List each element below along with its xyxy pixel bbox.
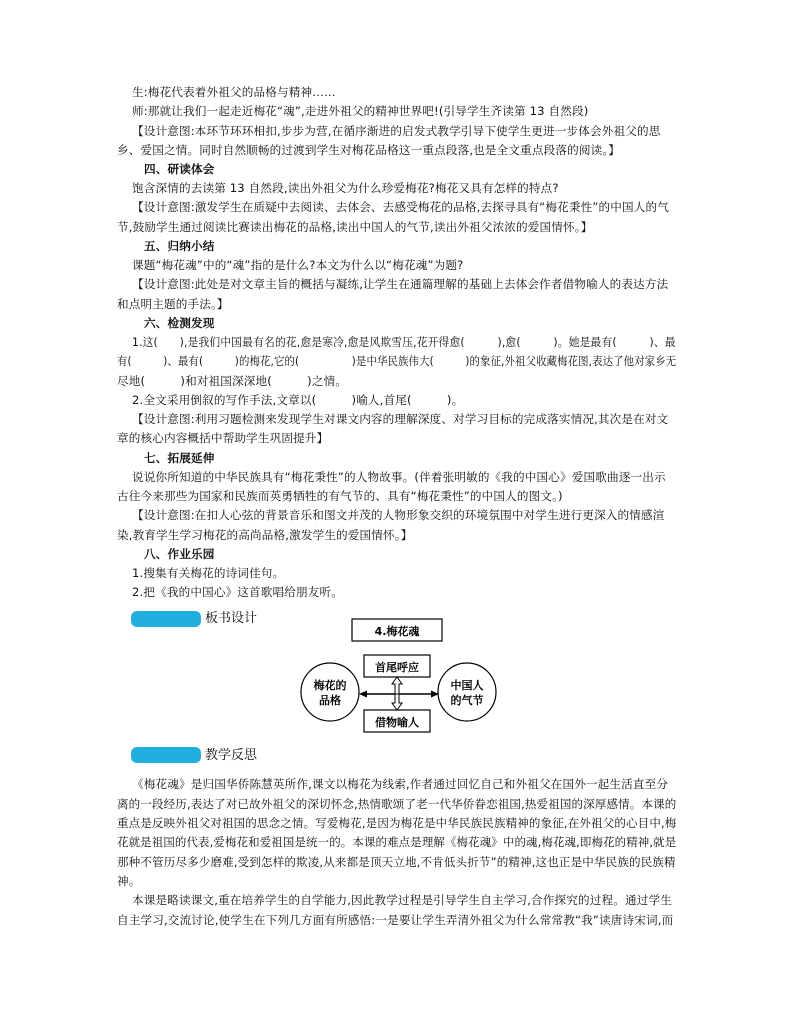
arrow-left-icon (359, 691, 367, 698)
reflection-line: 《梅花魂》是归国华侨陈慧英所作,课文以梅花为线索,作者通过回忆自己和外祖父在国外一起生活直至分 (132, 777, 669, 791)
text-line: 古往今来那些为国家和民族而英勇牺牲的有气节的、具有“梅花秉性”的中国人的图文。) (117, 489, 563, 503)
right-circle-label-1: 中国人 (450, 679, 484, 692)
design-intent-line: 【设计意图:利用习题检测来发现学生对课文内容的理解深度、对学习目标的完成落实情况,其次是在对文 (132, 412, 669, 426)
section-title-reflection: 教学反思 (205, 748, 258, 763)
arrow-up-icon (392, 677, 402, 694)
text-line: 饱含深情的去读第 13 自然段,读出外祖父为什么珍爱梅花?梅花又具有怎样的特点? (132, 181, 559, 195)
text-line: 说说你所知道的中华民族具有“梅花秉性”的人物故事。(伴着张明敏的《我的中国心》爱国歌曲逐一出示 (132, 470, 666, 484)
design-intent-line: 章的核心内容概括中帮助学生巩固提升】 (117, 431, 329, 445)
section-heading-4: 四、研读体会 (144, 162, 215, 176)
section-heading-5: 五、归纳小结 (144, 239, 215, 253)
design-intent-line: 【设计意图:此处是对文章主旨的概括与凝练,让学生在通篇理解的基础上去体会作者借物喻人的表达方法 (132, 277, 669, 291)
exercise-line: 有( )、最有( )的梅花,它的( )是中华民族伟大( )的象征,外祖父收藏梅花图,表达了他对家乡无 (117, 354, 677, 368)
design-intent-line: 乡、爱国之情。同时自然顺畅的过渡到学生对梅花品格这一重点段落,也是全文重点段落的阅读。】 (117, 143, 621, 157)
reflection-line: 重点是反映外祖父对祖国的思念之情。写爱梅花,是因为梅花是中华民族民族精神的象征,在外祖父的心目中,梅 (117, 816, 677, 830)
reflection-line: 神。 (117, 874, 141, 888)
section-tab-reflection (131, 747, 201, 763)
text-line: 师:那就让我们一起走近梅花“魂”,走进外祖父的精神世界吧!(引导学生齐读第 13 自然段) (132, 104, 589, 118)
text-line: 课题“梅花魂”中的“魂”指的是什么?本文为什么以“梅花魂”为题? (132, 258, 464, 272)
homework-item: 2.把《我的中国心》这首歌唱给朋友听。 (132, 585, 344, 599)
section-heading-7: 七、拓展延伸 (144, 451, 215, 465)
diagram-title: 4.梅花魂 (374, 625, 420, 638)
design-intent-line: 染,教育学生学习梅花的高尚品格,激发学生的爱国情怀。】 (117, 528, 413, 542)
reflection-line: 花就是祖国的代表,爱梅花和爱祖国是统一的。本课的难点是理解《梅花魂》中的魂,梅花魂,即梅花的精神,就是 (117, 835, 677, 849)
design-intent-line: 和点明主题的手法。】 (117, 297, 229, 311)
reflection-line: 本课是略读课文,重在培养学生的自学能力,因此教学过程是引导学生自主学习,合作探究的过程。通过学生 (132, 893, 672, 907)
left-circle-label-1: 梅花的 (313, 679, 347, 692)
arrow-down-icon (392, 694, 402, 710)
exercise-line: 尽地( )和对祖国深深地( )之情。 (117, 374, 348, 388)
diagram-right-circle (438, 663, 496, 721)
homework-item: 1.搜集有关梅花的诗词佳句。 (132, 566, 285, 580)
diagram-top-label: 首尾呼应 (375, 661, 419, 674)
right-circle-label-2: 的气节 (450, 694, 484, 707)
reflection-line: 离的一段经历,表达了对已故外祖父的深切怀念,热情歌颂了老一代华侨眷恋祖国,热爱祖国的深厚感情。本课的 (117, 797, 677, 811)
board-diagram (0, 614, 794, 754)
exercise-line: 1.这( ),是我们中国最有名的花,愈是寒冷,愈是风欺雪压,花开得愈( ),愈( )。她是最有( )、最 (132, 335, 676, 349)
section-heading-8: 八、作业乐园 (144, 547, 215, 561)
section-heading-6: 六、检测发现 (144, 316, 215, 330)
reflection-line: 那种不管历尽多少磨难,受到怎样的欺凌,从来都是顶天立地,不肯低头折节”的精神,这也正是中华民族的民族精 (117, 855, 676, 869)
design-intent-line: 节,鼓励学生通过阅读比赛读出梅花的品格,读出中国人的气节,读出外祖父浓浓的爱国情怀。】 (117, 220, 593, 234)
design-intent-line: 【设计意图:在扣人心弦的背景音乐和图文并茂的人物形象交织的环境氛围中对学生进行更深入的情感渲 (132, 508, 665, 522)
exercise-line: 2.全文采用倒叙的写作手法,文章以( )喻人,首尾( )。 (132, 393, 464, 407)
diagram-left-circle (301, 663, 359, 721)
reflection-line: 自主学习,交流讨论,使学生在下列几方面有所感悟:一是要让学生弄清外祖父为什么常常教“我”读唐诗宋词,而 (117, 913, 674, 927)
left-circle-label-2: 品格 (319, 694, 341, 707)
design-intent-line: 【设计意图:本环节环环相扣,步步为营,在循序渐进的启发式教学引导下使学生更进一步体会外祖父的思 (132, 124, 661, 138)
diagram-bottom-label: 借物喻人 (375, 716, 419, 729)
design-intent-line: 【设计意图:激发学生在质疑中去阅读、去体会、去感受梅花的品格,去探寻具有“梅花秉性”的中国人的气 (132, 200, 669, 214)
section-title-board: 板书设计 (205, 611, 258, 626)
text-line: 生:梅花代表着外祖父的品格与精神…… (132, 85, 336, 99)
